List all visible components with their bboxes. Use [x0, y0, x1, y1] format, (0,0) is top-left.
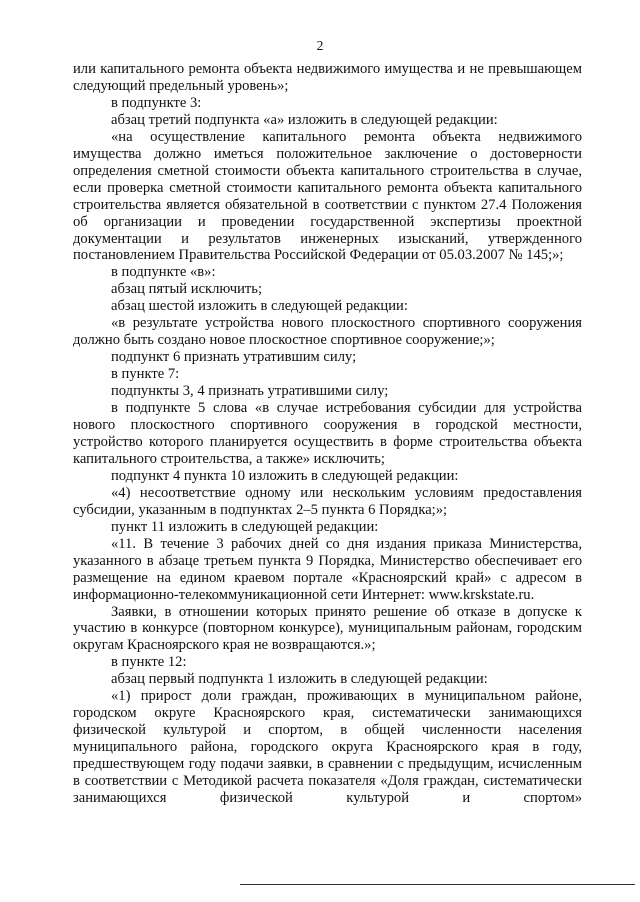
- paragraph: абзац первый подпункта 1 изложить в следующей редакции:: [111, 671, 488, 688]
- paragraph: пункт 11 изложить в следующей редакции:: [111, 518, 379, 535]
- paragraph: подпункт 6 признать утратившим силу;: [111, 349, 357, 366]
- paragraph: в подпункте «в»:: [111, 264, 216, 281]
- paragraph: в пункте 12:: [111, 654, 187, 671]
- paragraph: абзац шестой изложить в следующей редакции:: [111, 298, 408, 315]
- paragraph: Заявки, в отношении которых принято решение об отказе в допуске к участию в конкурсе (повторном конкурсе), муниципальным районам, городским округам Красноярского края не возвращаются.»;: [73, 603, 582, 654]
- paragraph: «11. В течение 3 рабочих дней со дня издания приказа Министерства, указанного в абзаце третьем пункта 9 Порядка, Министерство обеспечивает его размещение на едином краевом портале «Красноярский край» с адресом в информационно-телекоммуникационной сети Интернет: www.krskstate.ru.: [73, 535, 582, 603]
- paragraph: «1) прирост доли граждан, проживающих в муниципальном районе, городском округе Красноярского края, систематически занимающихся физической культурой и спортом, в общей численности населения муниципального района, городского округа Красноярского края в году, предшествующем году подачи заявки, в сравнении с предыдущим, исчисленным в соответствии с Методикой расчета показателя «Доля граждан, систематически занимающихся физической культурой и спортом»: [73, 688, 582, 806]
- paragraph: абзац третий подпункта «а» изложить в следующей редакции:: [111, 111, 498, 128]
- paragraph: «4) несоответствие одному или нескольким условиям предоставления субсидии, указанным в подпунктах 2–5 пункта 6 Порядка;»;: [73, 484, 582, 518]
- paragraph: подпункты 3, 4 признать утратившими силу;: [111, 383, 389, 400]
- paragraph: подпункт 4 пункта 10 изложить в следующей редакции:: [111, 467, 459, 484]
- paragraph: в подпункте 3:: [111, 94, 202, 111]
- document-body: [73, 61, 582, 807]
- paragraph: в пункте 7:: [111, 366, 180, 383]
- paragraph: «на осуществление капитального ремонта объекта недвижимого имущества должно иметься положительное заключение о достоверности определения сметной стоимости объекта капитального строительства в случае, если проверка сметной стоимости капитального ремонта объекта капитального строительства является обязательной в соответствии с пунктом 27.4 Положения об организации и проведении государственной экспертизы проектной документации и результатов инженерных изысканий, утвержденного постановлением Правительства Российской Федерации от 05.03.2007 № 145;»;: [73, 128, 582, 264]
- footer-divider: [240, 884, 635, 885]
- paragraph: или капитального ремонта объекта недвижимого имущества и не превышающем следующий предельный уровень»;: [73, 61, 582, 94]
- page-number: 2: [316, 38, 324, 53]
- paragraph: в подпункте 5 слова «в случае истребования субсидии для устройства нового плоскостного спортивного сооружения в городской местности, устройство которого планируется осуществить в форме строительства объекта капитального строительства, а также» исключить;: [73, 400, 582, 467]
- paragraph: «в результате устройства нового плоскостного спортивного сооружения должно быть создано новое плоскостное спортивное сооружение;»;: [73, 315, 582, 349]
- paragraph: абзац пятый исключить;: [111, 281, 263, 298]
